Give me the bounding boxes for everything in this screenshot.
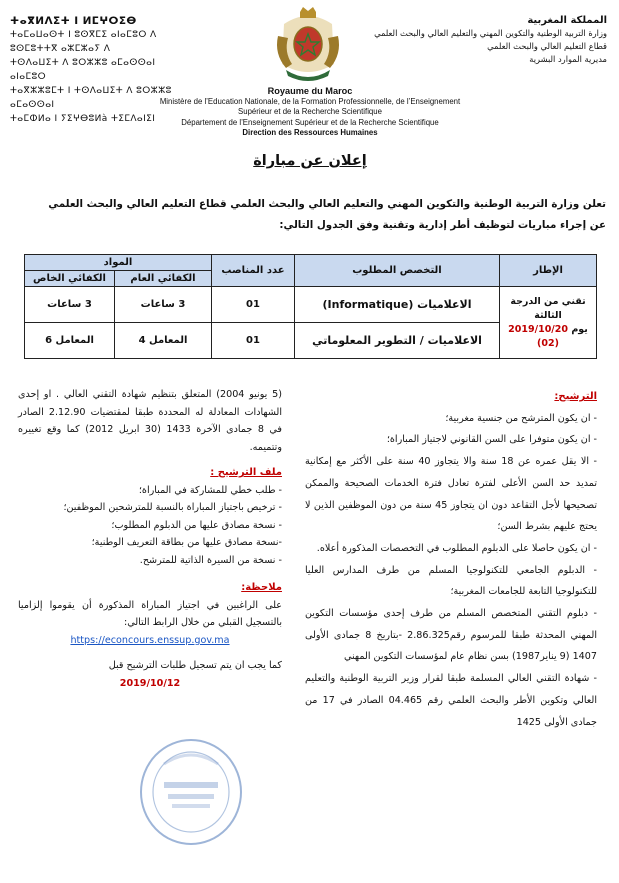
arabic-header-line: المملكة المغربية — [527, 15, 607, 26]
header-specific: الكفائي الخاص — [25, 271, 115, 287]
header-specialty: التخصص المطلوب — [295, 255, 500, 287]
file-item: -نسخة مصادق عليها من بطاقة التعريف الوطنية؛ — [91, 537, 282, 548]
requirements-column — [305, 386, 597, 733]
arabic-header-line: وزارة التربية الوطنية والتكوين المهني والتعليم العالي والبحث العلمي — [374, 28, 607, 38]
frame-day-label: يوم — [571, 323, 588, 335]
tifinagh-line: ⵜⵙⴷⴰⵡⵉⵜ ⴷ ⵓⵔⵣⵣⵓ ⴰⵎⴰⵙⵙⴰⵏ ⴰⵏⴰⵎⵓⵔ — [10, 58, 156, 82]
specific-cell: المعامل 6 — [25, 323, 115, 359]
header-positions: عدد المناصب — [212, 255, 295, 287]
header-general: الكفائي العام — [115, 271, 212, 287]
general-cell: 3 ساعات — [115, 287, 212, 323]
requirement-item: - الدبلوم الجامعي للتكنولوجيا المسلم من طرف المدارس العليا للتكنولوجيا التابعة للجامعات المغربية؛ — [305, 564, 597, 598]
tifinagh-line: ⵜⴰⴳⵍⴷⵉⵜ ⵏ ⵍⵎⵖⵔⵉⴱ — [10, 15, 137, 27]
note-heading: ملاحظة: — [241, 582, 282, 593]
french-header-line: Supérieur et de la Recherche Scientifique — [238, 107, 382, 116]
deadline-text: كما يجب ان يتم تسجيل طلبات الترشيح قبل — [108, 660, 282, 671]
frame-count: (02) — [537, 337, 559, 349]
positions-cell: 01 — [212, 287, 295, 323]
positions-table — [24, 254, 597, 359]
direction-name: Direction des Ressources Humaines — [242, 128, 378, 137]
specialty-cell: الاعلاميات (Informatique) — [295, 287, 500, 323]
general-cell: المعامل 4 — [115, 323, 212, 359]
specific-cell: 3 ساعات — [25, 287, 115, 323]
header-subjects: المواد — [25, 255, 212, 271]
continuation-paragraph: (5 يونيو 2004) المتعلق بتنظيم شهادة التقني العالي . او إحدى الشهادات المعادلة له المحددة طبقا لمقتضيات 2.12.90 الصادر في 8 جمادى الآخرة 1433 (30 ابريل 2012) كما وقع تغييره وتتميمه. — [18, 389, 283, 453]
tifinagh-line: ⵜⴰⵎⵀⵍⴰ ⵏ ⵢⵉⵖⴱⵓⵍà ⵜⵉⵎⴷⴰⵏⵉⵏ — [10, 114, 156, 124]
arabic-header — [357, 14, 607, 66]
arabic-header-line: مديرية الموارد البشرية — [529, 54, 607, 64]
official-stamp-icon — [134, 734, 248, 850]
french-header — [110, 86, 510, 139]
requirement-item: - ان يكون متوفرا على السن القانوني لاجتياز المباراة؛ — [386, 434, 597, 446]
intro-paragraph: تعلن وزارة التربية الوطنية والتكوين المهني والتعليم العالي والبحث العلمي قطاع التعليم العالي والبحث العلمي عن إجراء مباريات لتوظيف أطر إدارية وتقنية وفق الجدول التالي: — [48, 198, 606, 231]
requirement-item: - دبلوم التقني المتخصص المسلم من طرف إحدى مؤسسات التكوين المهني المحدثة طبقا للمرسوم رقم2.86.325 -بتاريخ 8 جمادى الأولى 1407 (9 يناير1987) بسن نظام عام لمؤسسات التكوين المهني — [305, 608, 598, 663]
specialty-cell: الاعلاميات / التطوير المعلوماتي — [295, 323, 500, 359]
file-item: - نسخة من السيرة الذاتية للمترشح. — [139, 554, 282, 566]
french-header-line: Ministère de l’Education Nationale, de la Formation Professionnelle, de l’Enseignement — [159, 96, 461, 106]
file-item: - طلب خطي للمشاركة في المباراة؛ — [138, 484, 282, 496]
french-header-line: Département de l’Enseignement Supérieur et de la Recherche Scientifique — [181, 117, 439, 127]
header-frame: الإطار — [500, 255, 597, 287]
page-title: إعلان عن مباراة — [253, 153, 367, 169]
tifinagh-line: ⵜⴰⵎⴰⵡⴰⵙⵜ ⵏ ⵓⵙⴳⵎⵉ ⴰⵏⴰⵎⵓⵔ ⴷ ⵓⵙⵎⵓⵜⵜⴳ ⴰⵣⵎⵣⴰⵢ ⴷ — [10, 30, 157, 54]
royal-emblem-icon — [272, 6, 344, 84]
exam-date: 2019/10/20 — [508, 323, 568, 335]
requirement-item: - ان يكون المترشح من جنسية مغربية؛ — [445, 412, 597, 424]
kingdom-name: Royaume du Maroc — [267, 86, 353, 96]
registration-link[interactable]: https://econcours.enssup.gov.ma — [70, 634, 230, 646]
frame-cell — [500, 287, 597, 359]
requirement-item: - الا يقل عمره عن 18 سنة والا يتجاوز 40 سنة على الأكثر مع إمكانية تمديد حد السن الأعلى لفترة تعادل فترة الخدمات الصحيحة والممكن تصحيحها لأجل التقاعد دون ان يتجاوز 45 سنة من دون الموظفين الذين لا يحتج عليهم بشرط السن؛ — [305, 456, 597, 533]
note-text: على الراغبين في اجتياز المباراة المذكورة أن يقوموا إلزاميا بالتسجيل القبلي من خلال الرابط التالي: — [18, 599, 282, 628]
requirements-heading: الترشيح: — [554, 391, 597, 402]
arabic-header-line: قطاع التعليم العالي والبحث العلمي — [487, 41, 607, 51]
file-item: - نسخة مصادق عليها من الدبلوم المطلوب؛ — [111, 519, 282, 531]
tifinagh-line: ⵜⴰⴳⵣⵣⵓⵎⵜ ⵏ ⵜⵙⴷⴰⵡⵉⵜ ⴷ ⵓⵔⵣⵣⵓ ⴰⵎⴰⵙⵙⴰⵏ — [10, 86, 172, 110]
frame-grade: تقني من الدرجة الثالثة — [510, 295, 586, 321]
requirement-item: - شهادة التقني العالي المسلمة طبقا لقرار وزير التربية الوطنية والتعليم العالي وتكوين الأطر والبحث العلمي رقم 04.465 الصادر في 17 من جمادى الأولى 1425 — [305, 673, 597, 728]
file-item: - ترخيص باجتياز المباراة بالنسبة للمترشحين الموظفين؛ — [63, 502, 282, 513]
deadline-date: 2019/10/12 — [119, 677, 181, 689]
positions-cell: 01 — [212, 323, 295, 359]
file-column — [18, 386, 282, 692]
requirement-item: - ان يكون حاصلا على الدبلوم المطلوب في التخصصات المذكورة أعلاه. — [316, 542, 597, 554]
file-heading: ملف الترشيح : — [210, 467, 282, 478]
